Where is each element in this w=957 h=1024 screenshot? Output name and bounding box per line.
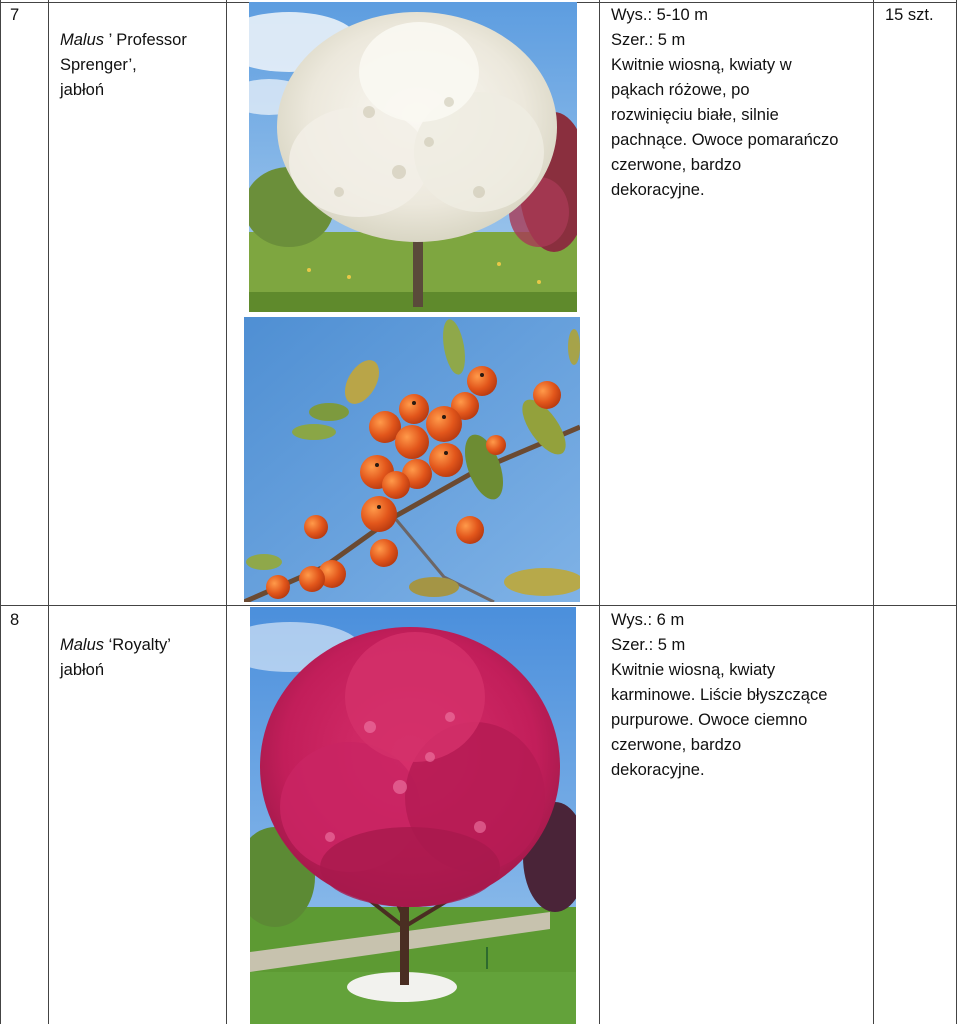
table-border: [48, 0, 49, 1024]
table-border: [0, 605, 957, 606]
common-name: jabłoń: [60, 661, 105, 679]
row-number: 7: [10, 6, 20, 24]
crimson-flowering-apple-tree-photo: [250, 607, 576, 1024]
plant-name-cell: [60, 3, 222, 128]
latin-genus: Malus: [60, 31, 105, 49]
cultivar-name: ’ Professor Sprenger’,: [60, 31, 187, 74]
plant-description: Wys.: 5-10 m Szer.: 5 m Kwitnie wiosną, kwiaty w pąkach różowe, po rozwinięciu białe, silnie pachnące. Owoce pomarańczo czerwone, bardzo dekoracyjne.: [611, 6, 839, 199]
white-flowering-apple-tree-photo: [249, 2, 577, 312]
table-border: [599, 0, 600, 1024]
quantity: 15 szt.: [885, 6, 934, 24]
common-name: jabłoń: [60, 81, 105, 99]
cultivar-name: ‘Royalty’: [104, 636, 171, 654]
table-border: [873, 0, 874, 1024]
plant-name-cell: [60, 608, 222, 708]
orange-crabapple-fruit-branch-photo: [244, 317, 580, 602]
table-border: [226, 0, 227, 1024]
latin-genus: Malus: [60, 636, 105, 654]
row-number: 8: [10, 611, 20, 629]
table-border: [0, 0, 1, 1024]
plant-description: Wys.: 6 m Szer.: 5 m Kwitnie wiosną, kwiaty karminowe. Liście błyszczące purpurowe. Owoce ciemno czerwone, bardzo dekoracyjne.: [611, 611, 828, 779]
